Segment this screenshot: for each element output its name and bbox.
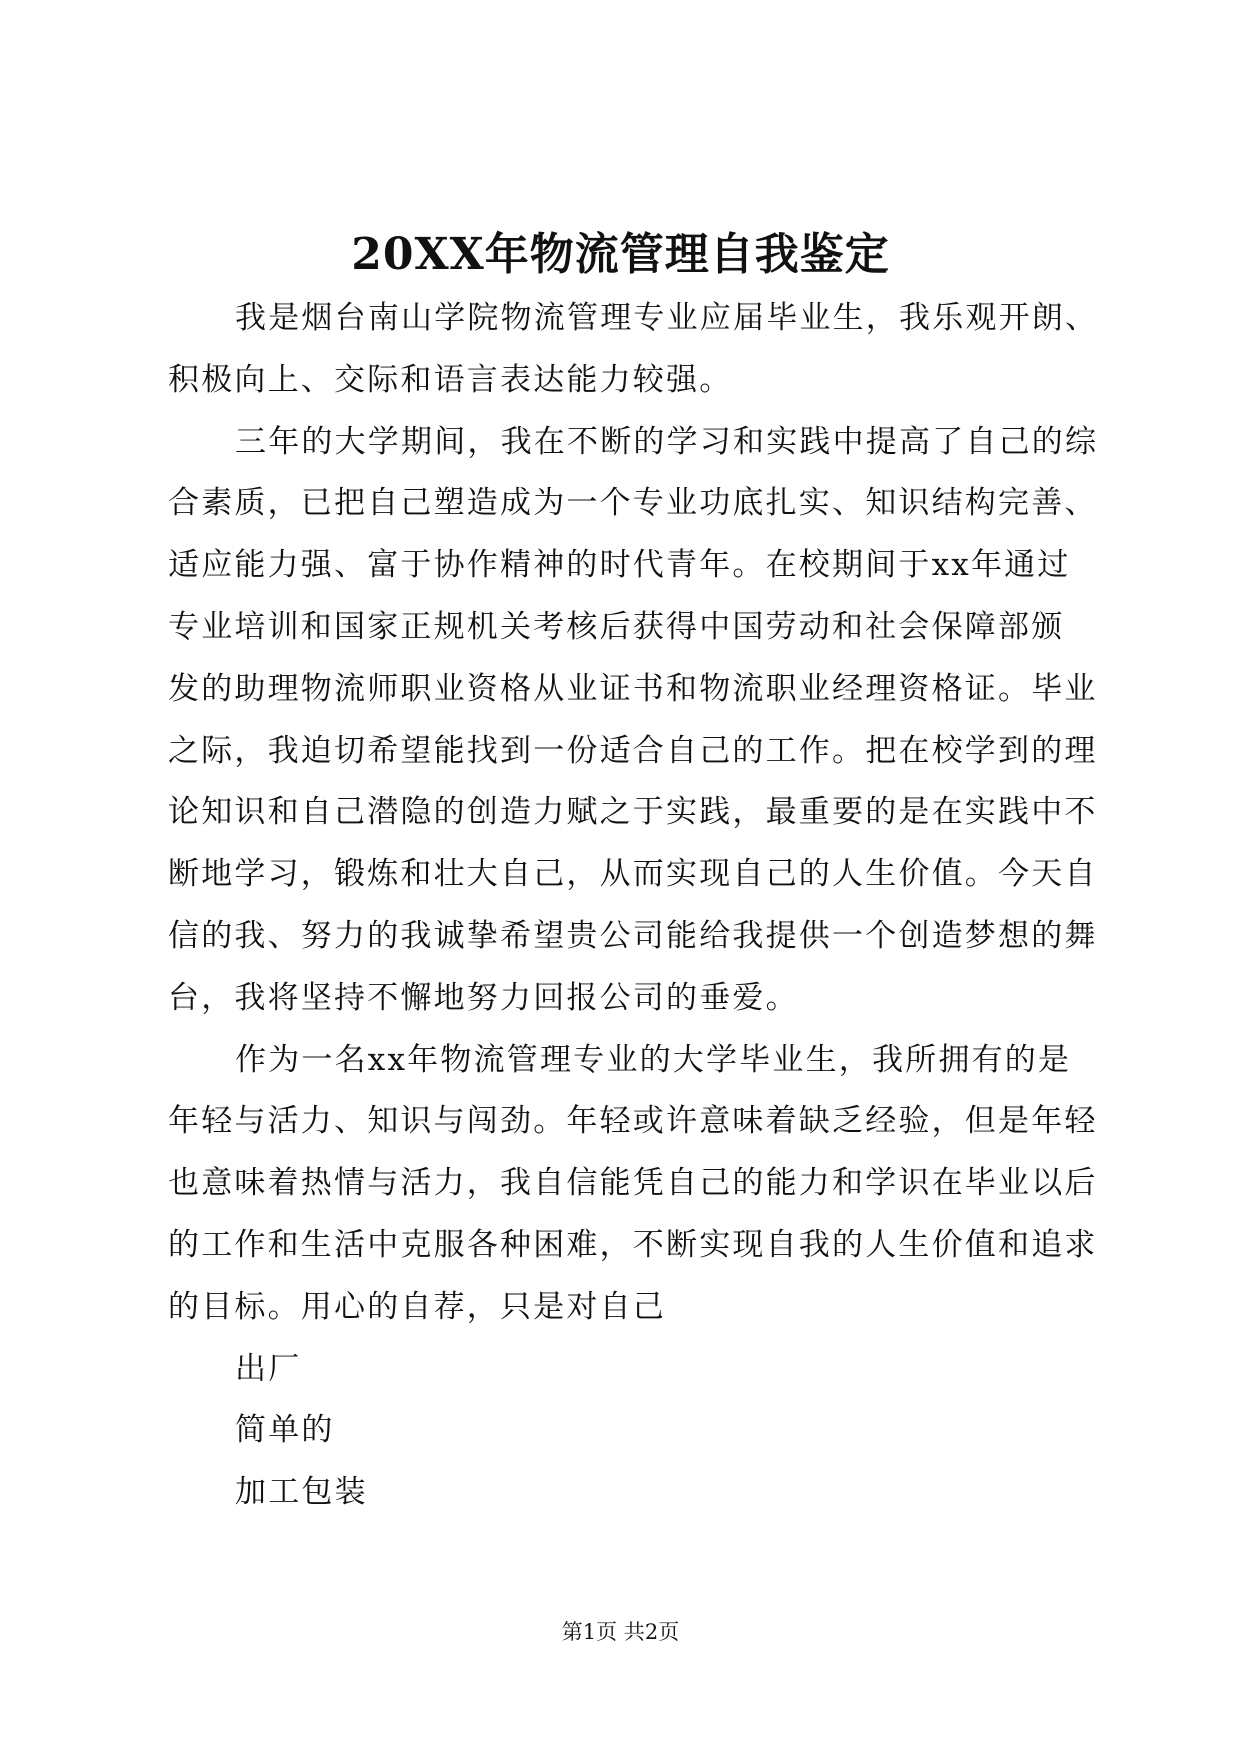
paragraph-line: 三年的大学期间，我在不断的学习和实践中提高了自己的综 bbox=[235, 423, 1099, 460]
paragraph-line: 台，我将坚持不懈地努力回报公司的垂爱。 bbox=[168, 979, 799, 1016]
page-number: 第1页 共2页 bbox=[561, 1620, 680, 1644]
paragraph-line: 适应能力强、富于协作精神的时代青年。在校期间于xx年通过 bbox=[168, 547, 1071, 584]
paragraph-line: 的目标。用心的自荐，只是对自己 bbox=[168, 1288, 666, 1325]
paragraph-line: 发的助理物流师职业资格从业证书和物流职业经理资格证。毕业 bbox=[168, 670, 1098, 707]
paragraph-line: 之际，我迫切希望能找到一份适合自己的工作。把在校学到的理 bbox=[168, 732, 1098, 769]
paragraph-line: 论知识和自己潜隐的创造力赋之于实践，最重要的是在实践中不 bbox=[168, 794, 1098, 831]
document-title: 20XX年物流管理自我鉴定 bbox=[351, 229, 890, 280]
paragraph-line: 专业培训和国家正规机关考核后获得中国劳动和社会保障部颁 bbox=[168, 608, 1065, 645]
document-body bbox=[168, 288, 1113, 1524]
paragraph-line: 简单的 bbox=[235, 1412, 335, 1449]
paragraph-line: 也意味着热情与活力，我自信能凭自己的能力和学识在毕业以后 bbox=[168, 1165, 1098, 1202]
paragraph-line: 年轻与活力、知识与闯劲。年轻或许意味着缺乏经验，但是年轻 bbox=[168, 1103, 1098, 1140]
paragraph-line: 加工包装 bbox=[235, 1474, 368, 1511]
paragraph-line: 的工作和生活中克服各种困难，不断实现自我的人生价值和追求 bbox=[168, 1226, 1098, 1263]
paragraph-line: 积极向上、交际和语言表达能力较强。 bbox=[168, 361, 733, 398]
paragraph-line: 我是烟台南山学院物流管理专业应届毕业生，我乐观开朗、 bbox=[235, 300, 1099, 336]
paragraph-line: 合素质，已把自己塑造成为一个专业功底扎实、知识结构完善、 bbox=[168, 485, 1098, 522]
paragraph-line: 断地学习，锻炼和壮大自己，从而实现自己的人生价值。今天自 bbox=[168, 856, 1098, 893]
paragraph-line: 出厂 bbox=[235, 1350, 302, 1387]
paragraph-line: 信的我、努力的我诚挚希望贵公司能给我提供一个创造梦想的舞 bbox=[168, 917, 1098, 954]
paragraph-line: 作为一名xx年物流管理专业的大学毕业生，我所拥有的是 bbox=[235, 1041, 1072, 1078]
